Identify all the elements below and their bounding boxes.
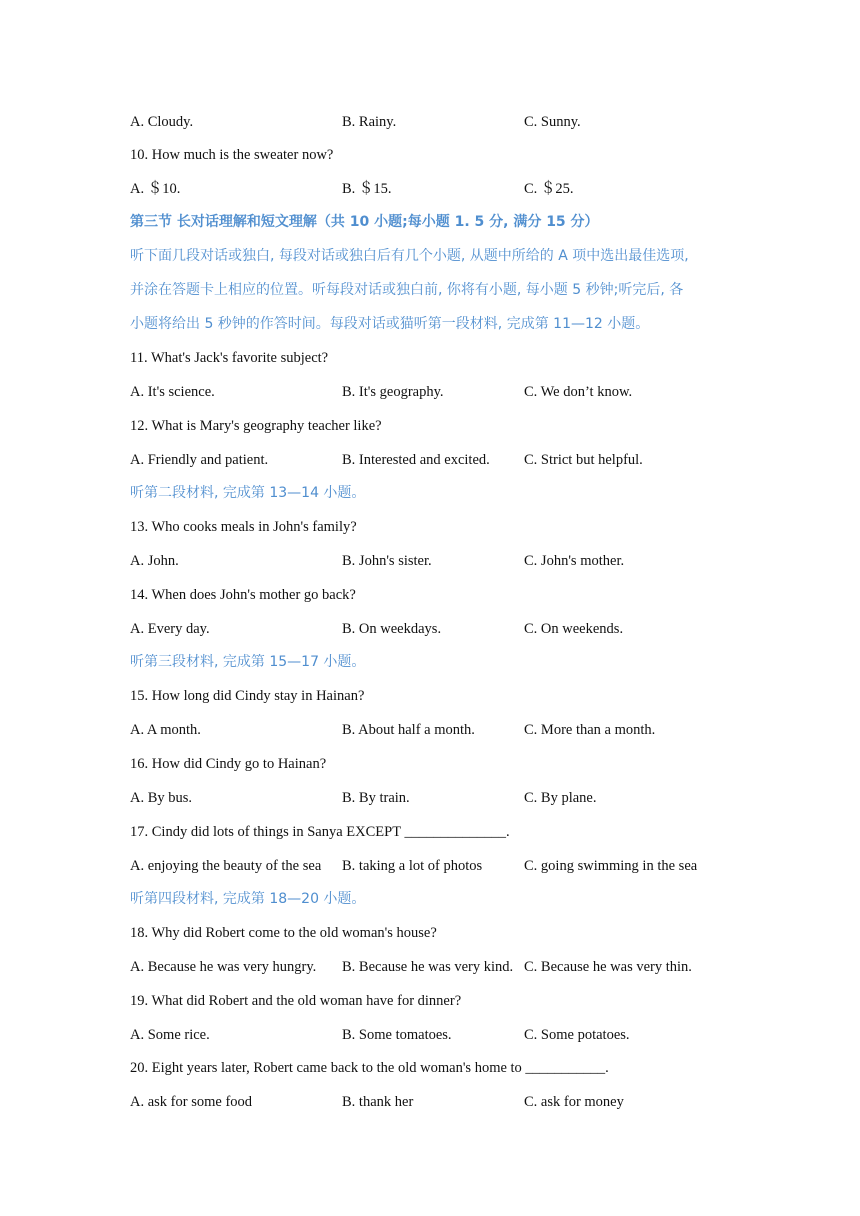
q11-option-a: A. It's science. <box>130 384 215 400</box>
q19-question: 19. What did Robert and the old woman have for dinner? <box>130 993 462 1009</box>
q15-question: 15. How long did Cindy stay in Hainan? <box>130 688 365 704</box>
q9-option-b: B. Rainy. <box>342 114 397 130</box>
q13-option-a: A. John. <box>130 553 179 569</box>
section3-instruction-1: 听下面几段对话或独白, 每段对话或独白后有几个小题, 从题中所给的 A 项中选出最佳选项, <box>130 248 689 264</box>
q11-option-b: B. It's geography. <box>342 384 444 400</box>
q17-options <box>130 855 750 877</box>
q10-option-c: C. ＄25. <box>524 181 574 197</box>
q15-options <box>130 719 750 741</box>
q14-question: 14. When does John's mother go back? <box>130 587 356 603</box>
q10-option-b: B. ＄15. <box>342 181 392 197</box>
section3-instruction-3: 小题将给出 5 秒钟的作答时间。每段对话或猫听第一段材料, 完成第 11—12 小题。 <box>130 316 650 332</box>
passage3-instruction: 听第三段材料, 完成第 15—17 小题。 <box>130 654 366 670</box>
q17-option-a: A. enjoying the beauty of the sea <box>130 858 322 874</box>
q16-question: 16. How did Cindy go to Hainan? <box>130 756 327 772</box>
q18-option-b: B. Because he was very kind. <box>342 959 514 975</box>
q14-option-c: C. On weekends. <box>524 621 624 637</box>
q14-option-a: A. Every day. <box>130 621 210 637</box>
q9-option-a: A. Cloudy. <box>130 114 194 130</box>
q20-option-a: A. ask for some food <box>130 1094 253 1110</box>
q11-question: 11. What's Jack's favorite subject? <box>130 350 329 366</box>
q20-question: 20. Eight years later, Robert came back to the old woman's home to ___________. <box>130 1060 609 1076</box>
q12-options <box>130 449 750 471</box>
q10-option-a: A. ＄10. <box>130 181 181 197</box>
q12-option-b: B. Interested and excited. <box>342 452 490 468</box>
q16-options <box>130 787 750 809</box>
q9-option-c: C. Sunny. <box>524 114 581 130</box>
q19-option-c: C. Some potatoes. <box>524 1027 630 1043</box>
q17-option-b: B. taking a lot of photos <box>342 858 483 874</box>
q19-option-b: B. Some tomatoes. <box>342 1027 452 1043</box>
q11-option-c: C. We don’t know. <box>524 384 633 400</box>
q19-option-a: A. Some rice. <box>130 1027 210 1043</box>
q12-option-c: C. Strict but helpful. <box>524 452 643 468</box>
q10-question: 10. How much is the sweater now? <box>130 147 334 163</box>
q13-option-c: C. John's mother. <box>524 553 625 569</box>
q13-options <box>130 550 750 572</box>
q19-options <box>130 1024 750 1046</box>
q14-option-b: B. On weekdays. <box>342 621 442 637</box>
q16-option-c: C. By plane. <box>524 790 597 806</box>
q20-option-c: C. ask for money <box>524 1094 624 1110</box>
passage2-instruction: 听第二段材料, 完成第 13—14 小题。 <box>130 485 366 501</box>
q20-option-b: B. thank her <box>342 1094 414 1110</box>
q18-option-c: C. Because he was very thin. <box>524 959 692 975</box>
passage4-instruction: 听第四段材料, 完成第 18—20 小题。 <box>130 891 366 907</box>
q11-options <box>130 381 750 403</box>
q16-option-b: B. By train. <box>342 790 410 806</box>
q18-options <box>130 956 750 978</box>
q17-question: 17. Cindy did lots of things in Sanya EXCEPT ______________. <box>130 824 510 840</box>
q20-options <box>130 1091 750 1113</box>
q15-option-a: A. A month. <box>130 722 201 738</box>
q15-option-c: C. More than a month. <box>524 722 656 738</box>
q9-options <box>130 111 750 133</box>
q15-option-b: B. About half a month. <box>342 722 475 738</box>
q14-options <box>130 618 750 640</box>
q12-option-a: A. Friendly and patient. <box>130 452 269 468</box>
q18-question: 18. Why did Robert come to the old woman's house? <box>130 925 437 941</box>
section3-instruction-2: 并涂在答题卡上相应的位置。听每段对话或独白前, 你将有小题, 每小题 5 秒钟;听完后, 各 <box>130 282 684 298</box>
q12-question: 12. What is Mary's geography teacher like? <box>130 418 382 434</box>
section3-heading: 第三节 长对话理解和短文理解（共 10 小题;每小题 1. 5 分, 满分 15 分） <box>130 214 599 230</box>
q18-option-a: A. Because he was very hungry. <box>130 959 317 975</box>
q13-option-b: B. John's sister. <box>342 553 432 569</box>
q13-question: 13. Who cooks meals in John's family? <box>130 519 357 535</box>
q16-option-a: A. By bus. <box>130 790 193 806</box>
q10-options <box>130 178 750 200</box>
q17-option-c: C. going swimming in the sea <box>524 858 698 874</box>
